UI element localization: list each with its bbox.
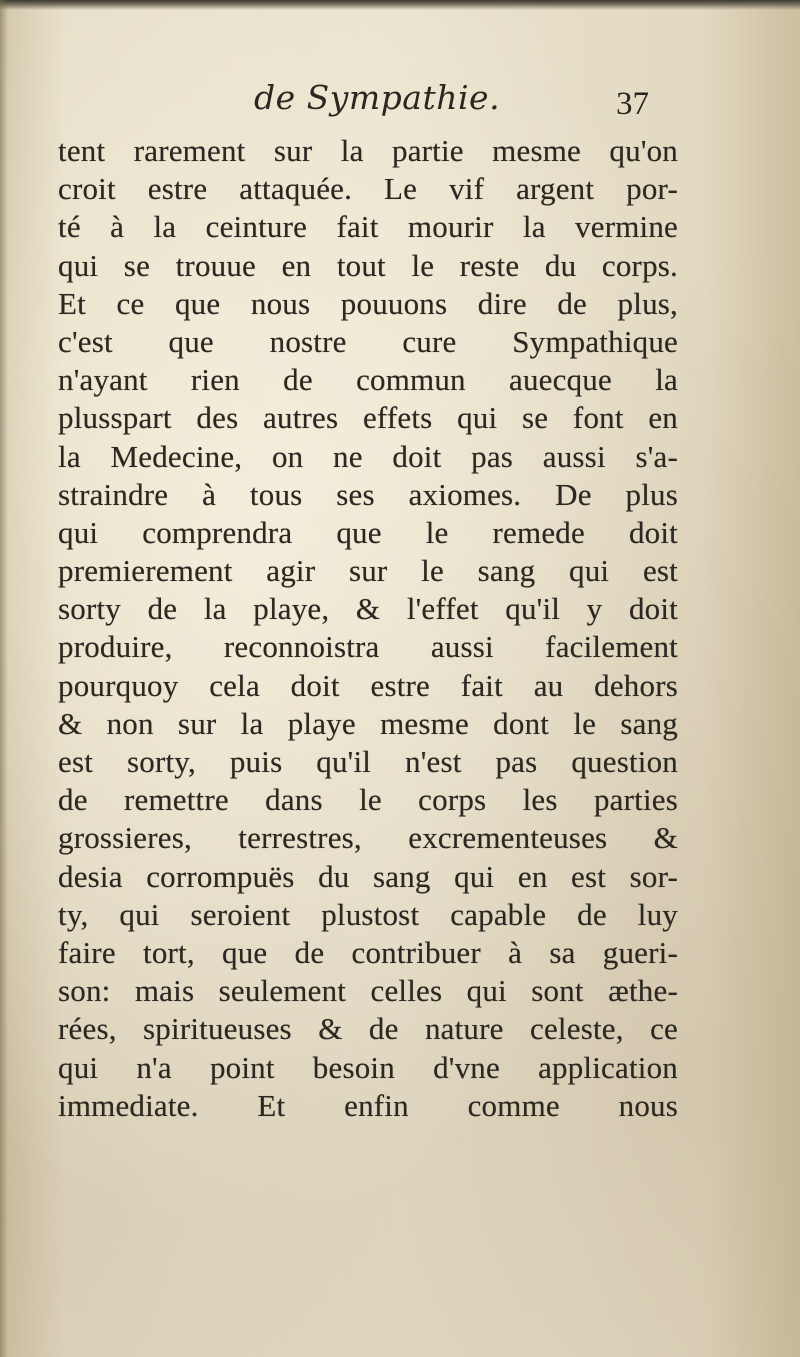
text-line: son: mais seulement celles qui sont æthe- xyxy=(58,973,678,1009)
text-line: faire tort, que de contribuer à sa gueri- xyxy=(58,934,678,970)
text-line: croit estre attaquée. Le vif argent por- xyxy=(58,171,678,207)
text-line: premierement agir sur le sang qui est xyxy=(58,553,678,589)
text-line: n'ayant rien de commun auecque la xyxy=(58,362,678,398)
text-line: ty, qui seroient plustost capable de luy xyxy=(58,896,678,932)
text-line: sorty de la playe, & l'effet qu'il y doit xyxy=(58,591,678,627)
text-line: & non sur la playe mesme dont le sang xyxy=(58,705,678,741)
page-header xyxy=(60,78,660,128)
text-line: qui comprendra que le remede doit xyxy=(58,514,678,550)
text-line: tent rarement sur la partie mesme qu'on xyxy=(58,133,678,168)
text-line: la Medecine, on ne doit pas aussi s'a- xyxy=(58,438,678,474)
text-line: straindre à tous ses axiomes. De plus xyxy=(58,476,678,512)
text-line: qui se trouue en tout le reste du corps. xyxy=(58,247,678,283)
text-line: grossieres, terrestres, excrementeuses & xyxy=(58,820,678,856)
text-line: rées, spiritueuses & de nature celeste, ce xyxy=(58,1011,678,1047)
text-line: pourquoy cela doit estre fait au dehors xyxy=(58,667,678,703)
text-line: de remettre dans le corps les parties xyxy=(58,782,678,818)
body-text xyxy=(58,132,678,1125)
text-line: immediate. Et enfin comme nous xyxy=(58,1087,678,1123)
text-line: plusspart des autres effets qui se font en xyxy=(58,400,678,436)
text-line: qui n'a point besoin d'vne application xyxy=(58,1049,678,1085)
binding-shadow xyxy=(0,0,8,1357)
text-line: Et ce que nous pouuons dire de plus, xyxy=(58,285,678,321)
page-number: 37 xyxy=(616,86,649,122)
text-line: c'est que nostre cure Sympathique xyxy=(58,323,678,359)
text-line: est sorty, puis qu'il n'est pas question xyxy=(58,744,678,779)
page-top-edge xyxy=(0,0,800,10)
text-line: té à la ceinture fait mourir la vermine xyxy=(58,209,678,245)
text-line: desia corrompuës du sang qui en est sor- xyxy=(58,858,678,894)
running-head: de Sympathie. xyxy=(254,78,501,117)
text-line: produire, reconnoistra aussi facilement xyxy=(58,629,678,665)
